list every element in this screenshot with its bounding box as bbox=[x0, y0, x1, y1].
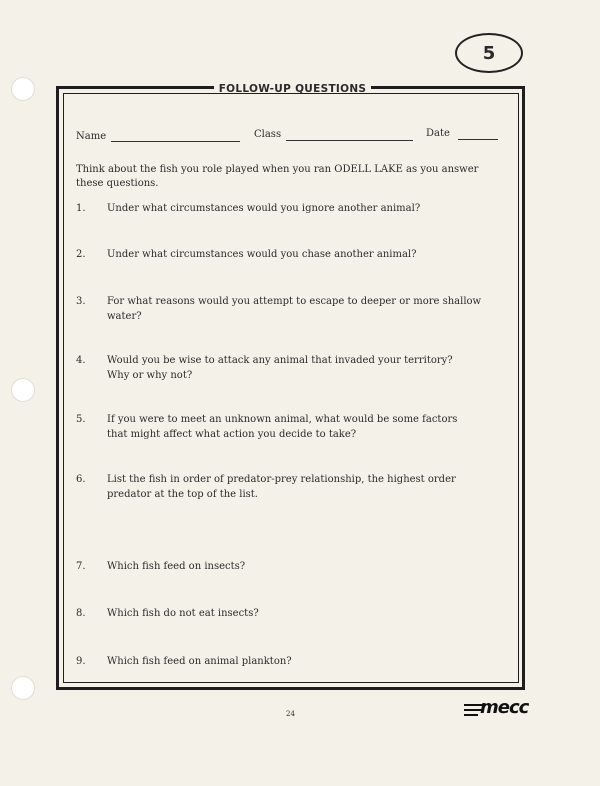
class-field[interactable] bbox=[286, 140, 413, 141]
question-text: List the fish in order of predator-prey relationship, the highest order predator at the top of the list. bbox=[107, 474, 456, 500]
question-text: Under what circumstances would you ignore another animal? bbox=[107, 203, 421, 214]
logo-speed-line bbox=[464, 714, 478, 716]
question-number: 7. bbox=[76, 561, 86, 572]
question-number: 4. bbox=[76, 355, 86, 366]
page-title: FOLLOW-UP QUESTIONS bbox=[218, 83, 367, 95]
question-number: 3. bbox=[76, 296, 86, 307]
page-number-badge: 5 bbox=[455, 33, 523, 73]
question-number: 9. bbox=[76, 656, 86, 667]
title-banner bbox=[214, 77, 371, 93]
date-label: Date bbox=[426, 128, 450, 139]
binder-hole bbox=[11, 676, 35, 700]
question-number: 6. bbox=[76, 474, 86, 485]
binder-hole bbox=[11, 77, 35, 101]
question-text: Under what circumstances would you chase another animal? bbox=[107, 249, 417, 260]
question-text: Which fish feed on animal plankton? bbox=[107, 656, 292, 667]
footer-page-number: 24 bbox=[286, 710, 295, 718]
date-field[interactable] bbox=[458, 139, 498, 140]
question-number: 1. bbox=[76, 203, 86, 214]
logo-text: mecc bbox=[480, 697, 529, 718]
question-number: 8. bbox=[76, 608, 86, 619]
instructions: Think about the fish you role played when you ran ODELL LAKE as you answer these questions. bbox=[76, 164, 479, 189]
question-number: 5. bbox=[76, 414, 86, 425]
question-text: If you were to meet an unknown animal, what would be some factors that might affect what action you decide to take? bbox=[107, 414, 458, 440]
question-text: Which fish feed on insects? bbox=[107, 561, 246, 572]
question-text: For what reasons would you attempt to escape to deeper or more shallow water? bbox=[107, 296, 482, 322]
name-field[interactable] bbox=[111, 141, 240, 142]
question-text: Which fish do not eat insects? bbox=[107, 608, 259, 619]
question-number: 2. bbox=[76, 249, 86, 260]
name-label: Name bbox=[76, 131, 107, 142]
binder-hole bbox=[11, 378, 35, 402]
question-text: Would you be wise to attack any animal that invaded your territory? Why or why not? bbox=[107, 355, 453, 381]
class-label: Class bbox=[254, 129, 282, 140]
